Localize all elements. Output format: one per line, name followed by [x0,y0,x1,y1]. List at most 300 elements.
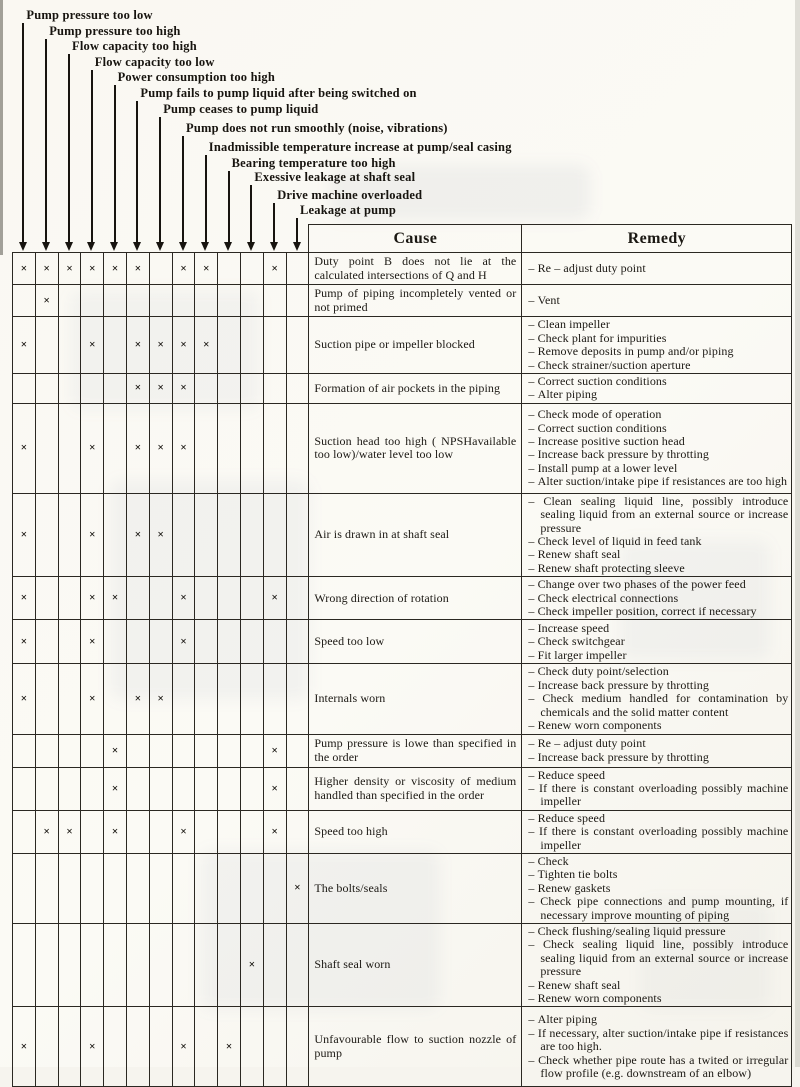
mark-cell [286,767,309,810]
mark-cell [172,285,195,317]
remedy-item: – Re – adjust duty point [540,737,788,750]
mark-cell [104,853,127,923]
mark-cell [58,493,81,576]
mark-cell [218,620,241,664]
mark-cell-checked: × [13,253,36,285]
mark-cell [240,493,263,576]
mark-cell [263,853,286,923]
mark-cell [195,403,218,493]
mark-cell-checked: × [58,810,81,853]
mark-cell [263,317,286,374]
table-row [13,403,792,493]
remedy-item: – Check duty point/selection [540,665,788,678]
table-row [13,577,792,620]
mark-cell [286,810,309,853]
mark-cell [218,853,241,923]
mark-cell [58,767,81,810]
remedy-list [528,737,788,764]
mark-cell-checked: × [81,317,104,374]
table-row [13,853,792,923]
mark-cell-checked: × [81,577,104,620]
mark-cell [35,374,58,404]
mark-cell [126,767,149,810]
remedy-cell [522,923,792,1006]
mark-cell-checked: × [126,664,149,734]
cause-cell: Higher density or viscosity of medium handled than specified in the order [309,767,522,810]
cause-cell: The bolts/seals [309,853,522,923]
remedy-list [528,262,788,275]
mark-cell [35,767,58,810]
remedy-item: – Alter suction/intake pipe if resistances are too high [540,475,788,488]
mark-cell [13,853,36,923]
mark-cell [35,403,58,493]
mark-cell [195,1007,218,1087]
remedy-header: Remedy [522,225,792,253]
mark-cell-checked: × [195,317,218,374]
remedy-item: – Check switchgear [540,635,788,648]
mark-cell-checked: × [126,253,149,285]
mark-cell [149,285,172,317]
remedy-cell [522,403,792,493]
mark-cell-checked: × [81,664,104,734]
mark-cell [13,285,36,317]
mark-cell [240,810,263,853]
table-row [13,1007,792,1087]
mark-cell-checked: × [263,767,286,810]
remedy-item: – Clean impeller [540,318,788,331]
remedy-item: – Reduce speed [540,769,788,782]
mark-cell [195,577,218,620]
remedy-cell [522,493,792,576]
cause-cell: Suction pipe or impeller blocked [309,317,522,374]
mark-cell [240,734,263,767]
symptom-label: Flow capacity too low [94,55,215,69]
mark-cell [286,1007,309,1087]
mark-cell [13,810,36,853]
mark-cell-checked: × [172,253,195,285]
mark-cell [240,620,263,664]
mark-cell [218,374,241,404]
mark-cell [286,577,309,620]
mark-cell [286,253,309,285]
mark-cell [58,664,81,734]
symptom-label: Pump ceases to pump liquid [163,102,319,116]
mark-cell [35,620,58,664]
symptom-arrow-line [45,39,47,242]
symptom-label: Inadmissible temperature increase at pump/seal casing [208,140,512,154]
remedy-item: – Alter piping [540,1013,788,1026]
mark-cell [240,253,263,285]
mark-cell-checked: × [149,403,172,493]
mark-cell [126,853,149,923]
table-row [13,317,792,374]
remedy-item: – Check strainer/suction aperture [540,359,788,372]
mark-cell [286,493,309,576]
mark-cell [172,664,195,734]
cause-cell: Unfavourable flow to suction nozzle of pump [309,1007,522,1087]
mark-cell [263,1007,286,1087]
mark-cell-checked: × [263,253,286,285]
mark-cell [35,493,58,576]
remedy-item: – Check level of liquid in feed tank [540,535,788,548]
mark-cell-checked: × [172,403,195,493]
mark-cell [195,767,218,810]
symptom-label: Flow capacity too high [72,39,197,53]
mark-cell-checked: × [104,734,127,767]
mark-cell [104,923,127,1006]
mark-cell-checked: × [172,1007,195,1087]
mark-cell [104,374,127,404]
mark-cell [13,767,36,810]
remedy-list [528,294,788,307]
mark-cell [149,923,172,1006]
mark-cell-checked: × [240,923,263,1006]
mark-cell [240,767,263,810]
mark-cell-checked: × [35,810,58,853]
table-row [13,493,792,576]
mark-cell [218,577,241,620]
mark-cell [126,810,149,853]
mark-cell [240,403,263,493]
mark-cell [35,664,58,734]
remedy-item: – Install pump at a lower level [540,462,788,475]
mark-cell-checked: × [286,853,309,923]
scan-edge-artifact [795,0,800,1067]
mark-cell [58,374,81,404]
mark-cell-checked: × [263,734,286,767]
remedy-item: – Check medium handled for contamination by chemicals and the solid matter content [540,692,788,719]
remedy-list [528,925,788,1005]
mark-cell [195,374,218,404]
remedy-item: – Check impeller position, correct if necessary [540,605,788,618]
mark-cell [195,734,218,767]
mark-cell [126,620,149,664]
mark-cell [35,853,58,923]
mark-cell-checked: × [13,1007,36,1087]
remedy-cell [522,734,792,767]
mark-cell-checked: × [172,577,195,620]
mark-cell [81,767,104,810]
remedy-list [528,375,788,402]
cause-header: Cause [309,225,522,253]
mark-cell [195,493,218,576]
mark-cell [263,403,286,493]
mark-cell-checked: × [149,374,172,404]
mark-cell-checked: × [13,577,36,620]
mark-cell [58,734,81,767]
remedy-item: – Renew shaft seal [540,548,788,561]
header-row [13,225,792,253]
mark-cell [149,734,172,767]
mark-cell-checked: × [104,810,127,853]
remedy-item: – Tighten tie bolts [540,868,788,881]
mark-cell-checked: × [13,664,36,734]
mark-cell [58,1007,81,1087]
mark-cell [286,285,309,317]
remedy-cell [522,620,792,664]
scan-edge-artifact [0,0,3,255]
mark-cell [149,1007,172,1087]
mark-cell [81,285,104,317]
table-row [13,734,792,767]
mark-cell [149,253,172,285]
remedy-cell [522,767,792,810]
cause-cell: Wrong direction of rotation [309,577,522,620]
table-row [13,253,792,285]
table-row [13,664,792,734]
cause-cell: Duty point B does not lie at the calculated intersections of Q and H [309,253,522,285]
remedy-item: – Check mode of operation [540,408,788,421]
mark-cell [240,1007,263,1087]
remedy-list [528,855,788,922]
mark-cell [263,374,286,404]
remedy-cell [522,253,792,285]
mark-cell-checked: × [172,374,195,404]
remedy-item: – Remove deposits in pump and/or piping [540,345,788,358]
mark-cell [104,403,127,493]
mark-cell [35,734,58,767]
remedy-item: – Re – adjust duty point [540,262,788,275]
mark-cell [195,923,218,1006]
symptom-arrow-line [68,54,70,242]
remedy-item: – Alter piping [540,388,788,401]
mark-cell [172,767,195,810]
mark-cell [218,317,241,374]
mark-cell-checked: × [218,1007,241,1087]
mark-cell [240,664,263,734]
remedy-cell [522,664,792,734]
mark-cell [149,810,172,853]
cause-cell: Internals worn [309,664,522,734]
remedy-list [528,622,788,662]
remedy-list [528,318,788,372]
mark-cell-checked: × [104,253,127,285]
remedy-cell [522,285,792,317]
mark-cell [104,317,127,374]
mark-cell [172,734,195,767]
mark-cell [104,285,127,317]
remedy-item: – Check sealing liquid line, possibly introduce sealing liquid from an external source or increase pressure [540,938,788,978]
cause-cell: Pump pressure is lowe than specified in the order [309,734,522,767]
mark-cell-checked: × [126,403,149,493]
mark-cell-checked: × [172,810,195,853]
mark-cell-checked: × [126,317,149,374]
remedy-list [528,495,788,575]
mark-cell [149,767,172,810]
mark-cell [172,493,195,576]
remedy-item: – Increase back pressure by throtting [540,679,788,692]
mark-cell-checked: × [126,374,149,404]
mark-cell-checked: × [195,253,218,285]
header-spacer [13,225,309,253]
mark-cell [286,734,309,767]
mark-cell [13,374,36,404]
mark-cell [240,317,263,374]
mark-cell [58,285,81,317]
mark-cell-checked: × [149,317,172,374]
remedy-item: – If there is constant overloading possibly machine impeller [540,782,788,809]
mark-cell [218,923,241,1006]
remedy-item: – Check plant for impurities [540,332,788,345]
remedy-list [528,578,788,618]
remedy-cell [522,374,792,404]
remedy-item: – Renew shaft protecting sleeve [540,562,788,575]
mark-cell [286,664,309,734]
mark-cell [104,664,127,734]
cause-cell: Pump of piping incompletely vented or not primed [309,285,522,317]
mark-cell-checked: × [58,253,81,285]
mark-cell [195,853,218,923]
remedy-item: – Renew shaft seal [540,979,788,992]
mark-cell [195,664,218,734]
symptom-label: Pump pressure too high [49,24,181,38]
mark-cell [58,853,81,923]
mark-cell [195,620,218,664]
mark-cell [149,577,172,620]
remedy-item: – Renew gaskets [540,882,788,895]
remedy-item: – Check pipe connections and pump mounting, if necessary improve mounting of piping [540,895,788,922]
mark-cell [218,734,241,767]
mark-cell [218,810,241,853]
mark-cell [126,285,149,317]
cause-cell: Formation of air pockets in the piping [309,374,522,404]
mark-cell [104,1007,127,1087]
mark-cell-checked: × [81,253,104,285]
mark-cell-checked: × [172,620,195,664]
mark-cell [58,620,81,664]
table-row [13,923,792,1006]
remedy-item: – Change over two phases of the power feed [540,578,788,591]
mark-cell [81,853,104,923]
symptom-label: Pump pressure too low [26,8,153,22]
remedy-item: – Fit larger impeller [540,649,788,662]
mark-cell-checked: × [81,1007,104,1087]
remedy-item: – Check flushing/sealing liquid pressure [540,925,788,938]
mark-cell [126,923,149,1006]
mark-cell [286,923,309,1006]
mark-cell [263,493,286,576]
symptom-label: Pump fails to pump liquid after being switched on [140,86,417,100]
mark-cell [218,285,241,317]
mark-cell [263,923,286,1006]
mark-cell [286,403,309,493]
remedy-item: – Check whether pipe route has a twited or irregular flow profile (e.g. downstream of an elbow) [540,1054,788,1081]
remedy-item: – Check electrical connections [540,592,788,605]
remedy-item: – Correct suction conditions [540,375,788,388]
table-row [13,620,792,664]
symptom-label: Drive machine overloaded [277,188,423,202]
remedy-cell [522,853,792,923]
remedy-list [528,769,788,809]
mark-cell-checked: × [13,403,36,493]
remedy-item: – Increase speed [540,622,788,635]
mark-cell-checked: × [35,285,58,317]
mark-cell [218,253,241,285]
remedy-item: – Renew worn components [540,992,788,1005]
mark-cell [58,577,81,620]
mark-cell [13,923,36,1006]
symptom-label: Bearing temperature too high [231,156,396,170]
mark-cell [149,620,172,664]
remedy-item: – If there is constant overloading possibly machine impeller [540,825,788,852]
cause-cell: Shaft seal worn [309,923,522,1006]
mark-cell [81,810,104,853]
mark-cell-checked: × [81,620,104,664]
cause-cell: Speed too high [309,810,522,853]
remedy-item: – Increase back pressure by throtting [540,448,788,461]
remedy-item: – Vent [540,294,788,307]
remedy-cell [522,1007,792,1087]
mark-cell-checked: × [149,664,172,734]
mark-cell [195,810,218,853]
mark-cell [195,285,218,317]
mark-cell [126,577,149,620]
mark-cell [218,767,241,810]
mark-cell [81,734,104,767]
mark-cell [172,853,195,923]
mark-cell [263,620,286,664]
mark-cell [218,403,241,493]
remedy-cell [522,810,792,853]
table-row [13,767,792,810]
symptom-label: Pump does not run smoothly (noise, vibrations) [186,121,448,135]
mark-cell [218,493,241,576]
mark-cell [172,923,195,1006]
mark-cell [58,317,81,374]
cause-cell: Air is drawn in at shaft seal [309,493,522,576]
symptom-arrow-line [136,101,138,242]
mark-cell [35,1007,58,1087]
remedy-cell [522,317,792,374]
cause-cell: Speed too low [309,620,522,664]
mark-cell [104,493,127,576]
remedy-item: – Increase positive suction head [540,435,788,448]
mark-cell [286,317,309,374]
table-row [13,285,792,317]
mark-cell-checked: × [104,767,127,810]
table-row [13,374,792,404]
remedy-item: – Clean sealing liquid line, possibly introduce sealing liquid from an external source or increase pressure [540,495,788,535]
mark-cell-checked: × [35,253,58,285]
mark-cell-checked: × [13,317,36,374]
mark-cell-checked: × [13,493,36,576]
remedy-item: – Reduce speed [540,812,788,825]
mark-cell-checked: × [81,493,104,576]
cause-cell: Suction head too high ( NPSHavailable too low)/water level too low [309,403,522,493]
mark-cell [13,734,36,767]
fault-table [12,224,792,1087]
remedy-item: – Check [540,855,788,868]
mark-cell [240,374,263,404]
remedy-item: – If necessary, alter suction/intake pipe if resistances are too high. [540,1027,788,1054]
mark-cell [218,664,241,734]
mark-cell [81,923,104,1006]
mark-cell-checked: × [126,493,149,576]
mark-cell [35,317,58,374]
mark-cell [286,374,309,404]
remedy-item: – Renew worn components [540,719,788,732]
mark-cell [81,374,104,404]
remedy-item: – Increase back pressure by throtting [540,751,788,764]
mark-cell [35,923,58,1006]
mark-cell-checked: × [172,317,195,374]
symptom-label: Leakage at pump [300,203,397,217]
mark-cell-checked: × [13,620,36,664]
mark-cell-checked: × [149,493,172,576]
mark-cell [149,853,172,923]
mark-cell [35,577,58,620]
mark-cell [126,734,149,767]
